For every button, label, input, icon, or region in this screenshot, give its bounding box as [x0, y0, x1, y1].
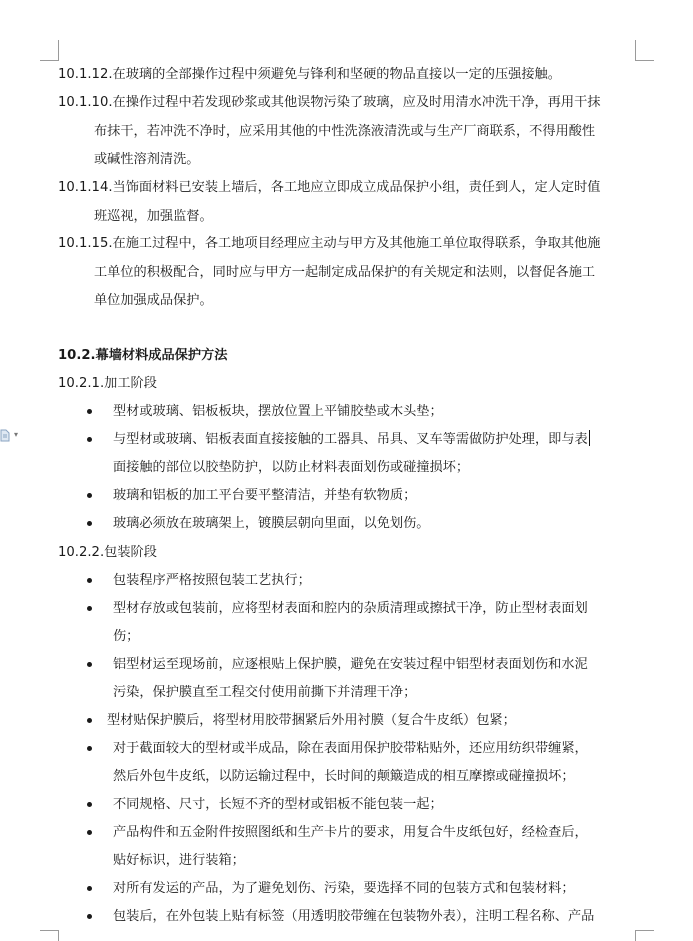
bullet-icon: [87, 606, 92, 611]
bullet-icon: [87, 662, 92, 667]
bullet-icon: [87, 409, 92, 414]
margin-corner-bottom-left: [40, 930, 59, 941]
paragraph-10-1-12: 10.1.12.在玻璃的全部操作过程中须避免与锋利和坚硬的物品直接以一定的压强接触。: [58, 67, 561, 82]
margin-corner-top-left: [40, 40, 59, 61]
subsection-title-processing: 10.2.1.加工阶段: [58, 376, 157, 391]
bullet-icon: [87, 437, 92, 442]
bullet-icon: [87, 718, 92, 723]
bullet-icon: [87, 578, 92, 583]
text-cursor: [589, 430, 590, 446]
document-icon[interactable]: [0, 429, 10, 442]
margin-corner-top-right: [635, 40, 654, 61]
bullet-icon: [87, 830, 92, 835]
bullet-icon: [87, 521, 92, 526]
paragraph-10-1-10: 10.1.10.在操作过程中若发现砂浆或其他误物污染了玻璃，应及时用清水冲洗干净，再用干抹 布抹干，若冲洗不净时，应采用其他的中性洗涤液清洗或与生产厂商联系，不得用酸性 或碱性溶剂清洗。: [58, 95, 601, 167]
bullet-icon: [87, 493, 92, 498]
bullet-icon: [87, 802, 92, 807]
document-page: ▾ 10.1.12.在玻璃的全部操作过程中须避免与锋利和坚硬的物品直接以一定的压强接触。 10.1.10.在操作过程中若发现砂浆或其他误物污染了玻璃，应及时用清水冲洗干净，再用干抹 布抹干，若冲洗不净时，应采用其他的中性洗涤液清洗或与生产厂商联系，不得用酸性 或碱性溶剂清洗。 10.1.14.当饰面材料已安装上墙后，各工地应立即成立成品保护小组，责任到人，定人定时值 班巡视，加强监督。 10.1.15.在施工过程中，各工地项目经理应主动与甲方及其他施工单位取得联系，争取其他施 工单位的积极配合，同时应与甲方一起制定成品保护的有关规定和法则，以督促各施工 单位加强成品保护。 10.2.幕墙材料成品保护方法 10.2.1.加工阶段 型材或玻璃、铝板板块，摆放位置上平铺胶垫或木头垫； 与型材或玻璃、铝板表面直接接触的工器具、吊具、叉车等需做防护处理，即与表 面接触的部位以胶垫防护，以防止材料表面划伤或碰撞损坏； 玻璃和铝板的加工平台要平整清洁，并垫有软物质； 玻璃必须放在玻璃架上，镀膜层朝向里面，以免划伤。 10.2.2.包装阶段 包装程序严格按照包装工艺执行； 型材存放或包装前，应将型材表面和腔内的杂质清理或擦拭干净，防止型材表面划 伤； 铝型材运至现场前，应逐根贴上保护膜，避免在安装过程中铝型材表面划伤和水泥 污染，保护膜直至工程交付使用前撕下并清理干净； 型材贴保护膜后，将型材用胶带捆紧后外用衬膜（复合牛皮纸）包紧； 对于截面较大的型材或半成品，除在表面用保护胶带粘贴外，还应用纺织带缠紧， 然后外包牛皮纸，以防运输过程中，长时间的颠簸造成的相互摩擦或碰撞损坏； 不同规格、尺寸，长短不齐的型材或铝板不能包装一起； 产品构件和五金附件按照图纸和生产卡片的要求，用复合牛皮纸包好，经检查后， 贴好标识，进行装箱； 对所有发运的产品，为了避免划伤、污染，要选择不同的包装方式和包装材料； 包装后，在外包装上贴有标签（用透明胶带缠在包装物外表），注明工程名称、产品: [0, 0, 693, 940]
bullet-icon: [87, 914, 92, 919]
paragraph-10-1-14: 10.1.14.当饰面材料已安装上墙后，各工地应立即成立成品保护小组，责任到人，定人定时值 班巡视，加强监督。: [58, 180, 601, 224]
subsection-title-packaging: 10.2.2.包装阶段: [58, 545, 157, 560]
section-heading: 10.2.幕墙材料成品保护方法: [58, 348, 228, 363]
bullet-icon: [87, 746, 92, 751]
bullet-icon: [87, 886, 92, 891]
paragraph-10-1-15: 10.1.15.在施工过程中，各工地项目经理应主动与甲方及其他施工单位取得联系，争取其他施 工单位的积极配合，同时应与甲方一起制定成品保护的有关规定和法则，以督促各施工 单位加强成品保护。: [58, 236, 601, 308]
dropdown-arrow-icon[interactable]: ▾: [14, 430, 19, 439]
margin-corner-bottom-right: [635, 930, 654, 941]
